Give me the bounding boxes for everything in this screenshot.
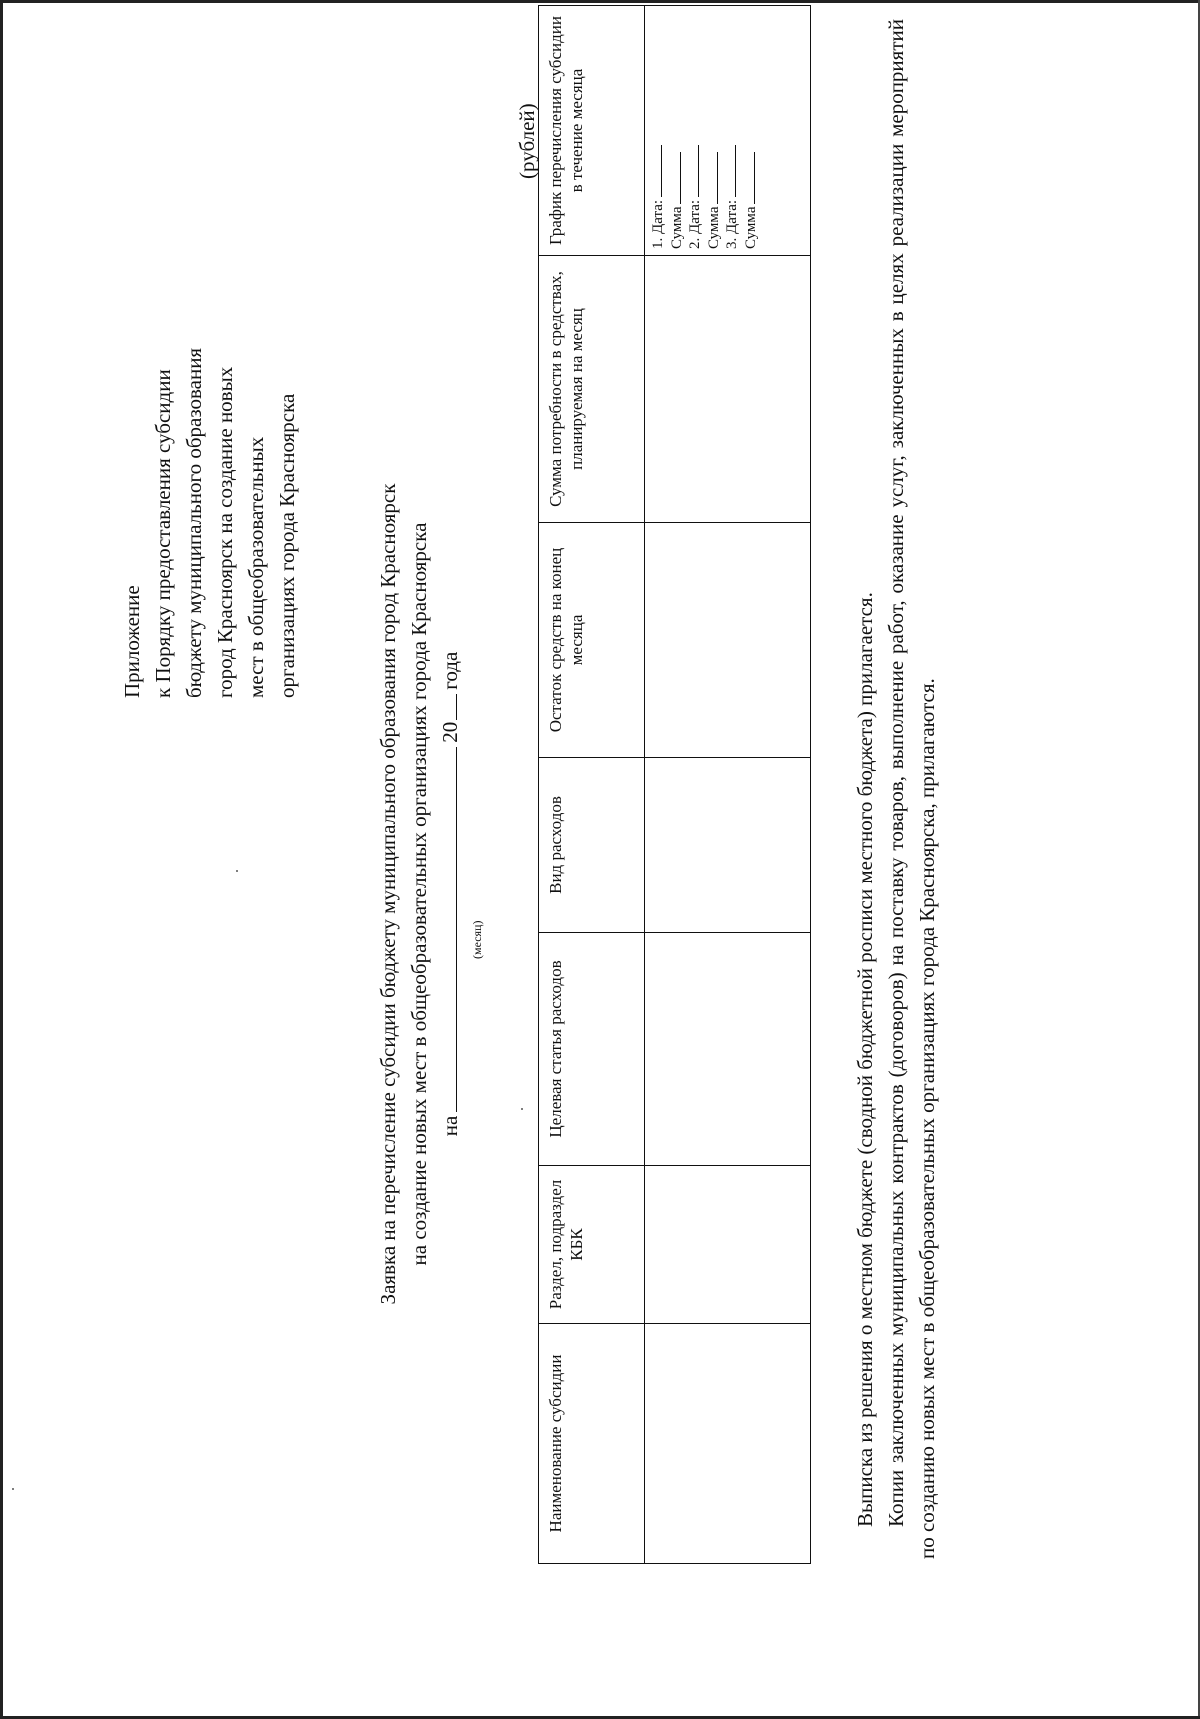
schedule-line (723, 12, 742, 249)
header-transfer-schedule: График перечисления субсидии в течение месяца (539, 6, 645, 256)
appendix-line: мест в общеобразовательных (244, 436, 268, 698)
title-line-1: Заявка на перечисление субсидии бюджету муниципального образования город Красноярск (376, 483, 400, 1305)
cell-month-end-balance[interactable] (645, 523, 811, 758)
appendix-line: город Красноярск на создание новых (213, 366, 237, 698)
header-expense-type: Вид расходов (539, 758, 645, 933)
cell-kbk-section[interactable] (645, 1166, 811, 1324)
schedule-label: 3. Дата: (724, 199, 740, 249)
schedule-label: Сумма (705, 206, 722, 249)
header-kbk-section: Раздел, подраздел КБК (539, 1166, 645, 1324)
title-line-2: на создание новых мест в общеобразовательных организациях города Красноярска (407, 522, 431, 1266)
appendix-line: бюджету муниципального образования (182, 347, 206, 698)
cell-expense-type[interactable] (645, 758, 811, 933)
appendix-line: организациях города Красноярска (275, 393, 299, 698)
month-caption: (месяц) (470, 920, 484, 959)
header-planned-need: Сумма потребности в средствах, планируемая на месяц (539, 256, 645, 523)
schedule-line (742, 12, 761, 249)
year-blank-field[interactable] (436, 694, 457, 720)
schedule-line (649, 12, 668, 249)
appendix-block (117, 58, 303, 698)
cell-planned-need[interactable] (645, 256, 811, 523)
year-prefix: 20 (438, 721, 462, 743)
year-suffix: года (438, 651, 462, 690)
schedule-sum-2-field[interactable] (705, 152, 718, 204)
schedule-date-3-field[interactable] (723, 145, 736, 197)
footer-contracts-note: Копии заключенных муниципальных контрактов (договоров) на поставку товаров, выполнение работ, оказание услуг, заключенных в целях реализации мероприятий по созданию новых мест в общеобразовательных организациях города Красноярска, прилагаются. (884, 19, 939, 1559)
schedule-sum-1-field[interactable] (668, 152, 681, 204)
schedule-label: 1. Дата: (650, 199, 666, 249)
schedule-date-2-field[interactable] (686, 145, 699, 197)
document-title (373, 229, 435, 1559)
schedule-sum-3-field[interactable] (742, 152, 755, 204)
schedule-line (705, 12, 724, 249)
footer-notes (850, 19, 943, 1559)
header-month-end-balance: Остаток средств на конец месяца (539, 523, 645, 758)
units-label: (рублей) (515, 103, 539, 179)
schedule-label: Сумма (668, 206, 685, 249)
month-blank-field[interactable] (436, 747, 457, 1112)
subsidy-request-table (538, 5, 811, 1564)
period-prefix: на (438, 1115, 462, 1137)
table-header-row (539, 6, 645, 1564)
footer-budget-extract-note: Выписка из решения о местном бюджете (сводной бюджетной росписи местного бюджета) прилагается. (853, 592, 877, 1527)
schedule-date-1-field[interactable] (649, 145, 662, 197)
appendix-line: Приложение (120, 585, 144, 698)
schedule-line (686, 12, 705, 249)
period-line (436, 229, 464, 1559)
schedule-line (668, 12, 687, 249)
appendix-line: к Порядку предоставления субсидии (151, 369, 175, 698)
table-row (645, 6, 811, 1564)
cell-transfer-schedule (645, 6, 811, 256)
header-target-article: Целевая статья расходов (539, 933, 645, 1166)
schedule-label: 2. Дата: (687, 199, 703, 249)
cell-subsidy-name[interactable] (645, 1324, 811, 1564)
schedule-label: Сумма (742, 206, 759, 249)
cell-target-article[interactable] (645, 933, 811, 1166)
header-subsidy-name: Наименование субсидии (539, 1324, 645, 1564)
